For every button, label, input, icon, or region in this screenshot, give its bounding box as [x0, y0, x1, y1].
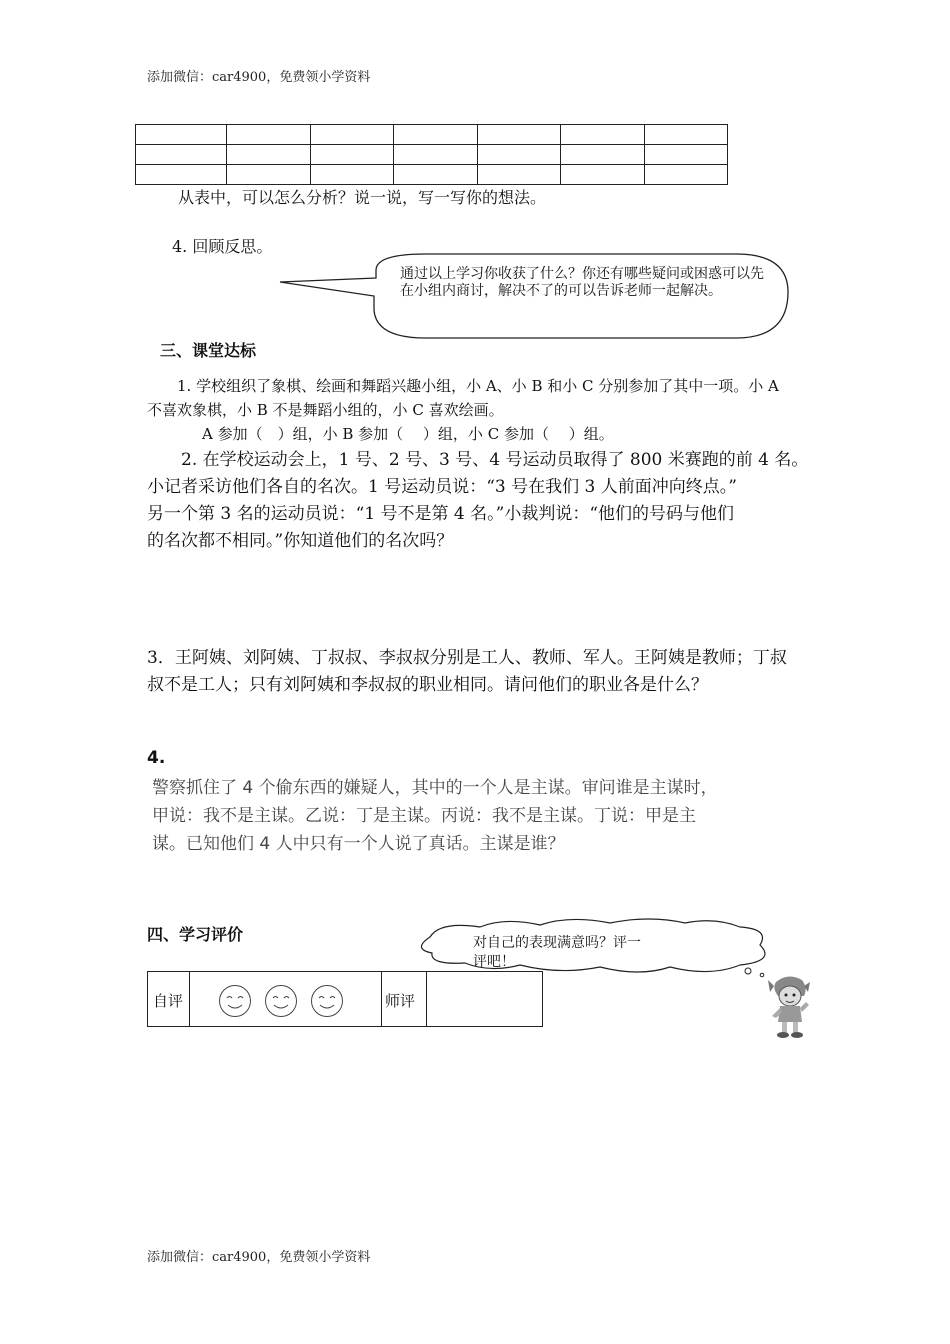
- page-footer: 添加微信：car4900，免费领小学资料: [147, 1250, 371, 1265]
- table-prompt: 从表中，可以怎么分析？说一说，写一写你的想法。: [178, 188, 547, 207]
- q3-line: 3．王阿姨、刘阿姨、丁叔叔、李叔叔分别是工人、教师、军人。王阿姨是教师；丁叔: [147, 648, 787, 668]
- page-header: 添加微信：car4900，免费领小学资料: [147, 70, 371, 85]
- q3-line: 叔不是工人；只有刘阿姨和李叔叔的职业相同。请问他们的职业各是什么？: [147, 675, 708, 695]
- q2-line: 小记者采访他们各自的名次。1 号运动员说：“3 号在我们 3 人前面冲向终点。”: [147, 477, 737, 497]
- q4-line: 谋。已知他们 4 人中只有一个人说了真话。主谋是谁？: [152, 834, 565, 854]
- question-3: [147, 645, 787, 699]
- section-3-title: 三、课堂达标: [160, 341, 257, 360]
- callout-text: 通过以上学习你收获了什么？你还有哪些疑问或困惑可以先在小组内商讨，解决不了的可以告诉老师一起解决。: [400, 266, 764, 299]
- question-4: [152, 774, 718, 858]
- cartoon-girl-icon: [764, 972, 814, 1040]
- self-eval-label-cell: [148, 972, 190, 1026]
- self-eval-label: 自评: [153, 992, 184, 1010]
- smiley-face-icon[interactable]: [218, 984, 252, 1018]
- section-4-title: 四、学习评价: [147, 925, 244, 944]
- data-table: [135, 124, 728, 185]
- cloud-line: 评吧！: [473, 954, 515, 970]
- question-2: [147, 447, 808, 555]
- cloud-text: [473, 934, 703, 972]
- smiley-face-icon[interactable]: [264, 984, 298, 1018]
- cloud-line: 对自己的表现满意吗？评一: [473, 935, 641, 951]
- q1-blanks: A 参加（ ）组，小 B 参加（ ）组，小 C 参加（ ）组。: [202, 425, 614, 443]
- q4-line: 甲说：我不是主谋。乙说：丁是主谋。丙说：我不是主谋。丁说：甲是主: [152, 806, 696, 826]
- question-1: [147, 374, 779, 446]
- q1-line: 不喜欢象棋，小 B 不是舞蹈小组的，小 C 喜欢绘画。: [147, 401, 504, 419]
- evaluation-table: [147, 971, 543, 1027]
- step-4-heading: 4. 回顾反思。: [172, 237, 273, 256]
- smiley-face-icon[interactable]: [310, 984, 344, 1018]
- teacher-eval-label: 师评: [385, 992, 416, 1010]
- q4-line: 警察抓住了 4 个偷东西的嫌疑人，其中的一个人是主谋。审问谁是主谋时，: [152, 778, 718, 798]
- table-row: [136, 125, 728, 145]
- table-row: [136, 165, 728, 185]
- self-eval-options: [190, 972, 382, 1026]
- table-row: [136, 145, 728, 165]
- q4-number: 4.: [147, 748, 166, 768]
- q2-line: 2. 在学校运动会上，1 号、2 号、3 号、4 号运动员取得了 800 米赛跑的前 4 名。: [181, 450, 809, 470]
- q2-line: 另一个第 3 名的运动员说：“1 号不是第 4 名。”小裁判说：“他们的号码与他们: [147, 504, 735, 524]
- q1-line: 1. 学校组织了象棋、绘画和舞蹈兴趣小组，小 A、小 B 和小 C 分别参加了其中一项。小 A: [177, 377, 779, 395]
- teacher-eval-label-cell: [382, 972, 427, 1026]
- q2-line: 的名次都不相同。”你知道他们的名次吗？: [147, 531, 454, 551]
- teacher-eval-field[interactable]: [427, 972, 542, 1026]
